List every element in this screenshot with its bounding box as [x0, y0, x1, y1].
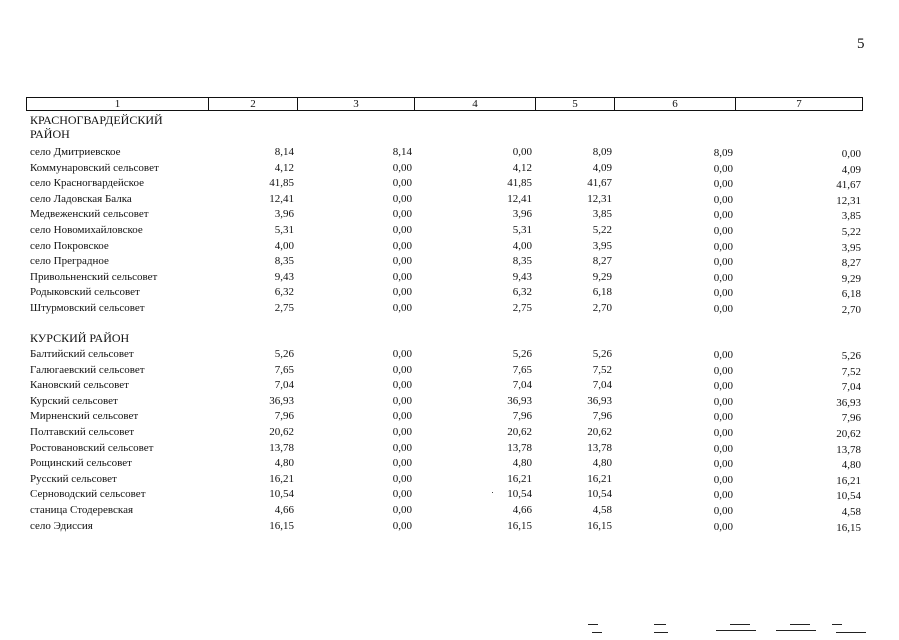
table-row [0, 456, 899, 471]
cell-col-7: 5,26 [841, 350, 861, 362]
table-row [0, 239, 899, 254]
scan-mark [730, 624, 750, 625]
cell-col-6: 0,00 [713, 193, 733, 206]
cell-col-4: 10,54 [507, 488, 532, 501]
cell-col-7: 7,52 [841, 365, 861, 378]
cell-col-6: 0,00 [713, 473, 733, 486]
header-col-1: 1 [27, 98, 209, 110]
cell-col-7: 36,93 [836, 396, 861, 409]
cell-col-7: 20,62 [836, 428, 861, 440]
row-name: Курский сельсовет [30, 394, 118, 407]
cell-col-5: 9,29 [592, 270, 612, 283]
cell-col-6: 0,00 [713, 442, 733, 455]
cell-col-4: 8,35 [512, 255, 532, 268]
table-row [0, 285, 899, 300]
cell-col-7: 5,22 [841, 226, 861, 238]
cell-col-2: 36,93 [269, 394, 294, 407]
row-name: село Покровское [30, 239, 109, 252]
cell-col-6: 0,00 [713, 162, 733, 175]
cell-col-5: 7,04 [592, 379, 612, 392]
cell-col-3: 0,00 [392, 426, 412, 438]
table-row [0, 347, 899, 362]
row-name: Кановский сельсовет [30, 379, 129, 392]
cell-col-4: 6,32 [512, 286, 532, 299]
row-name: станица Стодеревская [30, 504, 134, 516]
scan-mark [588, 624, 598, 625]
cell-col-5: 6,18 [592, 286, 612, 299]
cell-col-2: 16,21 [269, 472, 294, 485]
cell-col-6: 0,00 [713, 178, 733, 191]
cell-col-7: 16,15 [836, 521, 861, 534]
table-row [0, 425, 899, 440]
page-number: 5 [857, 36, 865, 52]
cell-col-4: 2,75 [512, 302, 532, 314]
cell-col-6: 0,00 [713, 505, 733, 517]
scan-dot [492, 492, 493, 493]
row-name: село Красногвардейское [30, 177, 144, 190]
cell-col-6: 0,00 [713, 287, 733, 300]
cell-col-4: 5,31 [512, 224, 532, 236]
cell-col-3: 0,00 [392, 441, 412, 454]
cell-col-6: 0,00 [713, 349, 733, 361]
cell-col-7: 3,85 [841, 210, 861, 223]
cell-col-4: 20,62 [507, 426, 532, 438]
cell-col-6: 0,00 [713, 256, 733, 269]
header-col-2: 2 [209, 98, 298, 110]
cell-col-2: 5,26 [274, 348, 294, 360]
cell-col-2: 8,35 [274, 255, 294, 268]
cell-col-5: 5,22 [592, 224, 612, 236]
cell-col-6: 0,00 [713, 395, 733, 408]
row-name: Коммунаровский сельсовет [30, 161, 159, 174]
cell-col-2: 4,80 [274, 457, 294, 470]
cell-col-7: 4,58 [841, 506, 861, 518]
table-row [0, 441, 899, 456]
cell-col-2: 6,32 [274, 286, 294, 299]
table-row [0, 519, 899, 534]
cell-col-5: 4,09 [592, 161, 612, 174]
table-row [0, 207, 899, 222]
cell-col-5: 36,93 [587, 394, 612, 407]
row-name: Русский сельсовет [30, 472, 117, 485]
cell-col-5: 8,09 [592, 146, 612, 158]
scan-mark [776, 630, 816, 631]
cell-col-3: 0,00 [392, 457, 412, 470]
cell-col-4: 5,26 [512, 348, 532, 360]
cell-col-2: 8,14 [274, 146, 294, 158]
row-name: Рощинский сельсовет [30, 457, 132, 470]
header-col-7: 7 [796, 98, 802, 110]
cell-col-2: 10,54 [269, 488, 294, 501]
cell-col-5: 3,95 [592, 239, 612, 252]
cell-col-5: 13,78 [587, 441, 612, 454]
cell-col-7: 7,96 [841, 412, 861, 425]
cell-col-3: 0,00 [392, 208, 412, 221]
table-row [0, 363, 899, 378]
cell-col-7: 4,80 [841, 459, 861, 472]
cell-col-2: 7,65 [274, 363, 294, 376]
table-row [0, 270, 899, 285]
cell-col-3: 0,00 [392, 192, 412, 205]
scan-mark [654, 624, 666, 625]
cell-col-6: 0,00 [713, 380, 733, 393]
cell-col-2: 7,04 [274, 379, 294, 392]
cell-col-6: 0,00 [713, 240, 733, 253]
row-name: Галюгаевский сельсовет [30, 363, 145, 376]
row-name: Полтавский сельсовет [30, 426, 135, 438]
cell-col-2: 41,85 [269, 177, 294, 190]
cell-col-3: 0,00 [392, 519, 412, 532]
cell-col-4: 7,04 [512, 379, 532, 392]
cell-col-2: 4,66 [274, 504, 294, 516]
cell-col-6: 0,00 [713, 427, 733, 439]
cell-col-4: 4,66 [512, 504, 532, 516]
cell-col-4: 3,96 [512, 208, 532, 221]
table-row [0, 378, 899, 393]
cell-col-2: 12,41 [269, 192, 294, 205]
cell-col-7: 13,78 [836, 443, 861, 456]
table-row [0, 145, 899, 160]
cell-col-5: 7,96 [592, 410, 612, 423]
cell-col-7: 16,21 [836, 474, 861, 487]
cell-col-6: 8,09 [713, 147, 733, 159]
cell-col-2: 4,12 [274, 161, 294, 174]
cell-col-3: 0,00 [392, 410, 412, 423]
row-name: село Новомихайловское [30, 224, 143, 236]
row-name: Балтийский сельсовет [30, 348, 134, 360]
cell-col-2: 4,00 [274, 239, 294, 252]
row-name: село Ладовская Балка [30, 192, 132, 205]
scan-mark [592, 632, 602, 633]
scan-mark [654, 632, 668, 633]
cell-col-3: 0,00 [392, 379, 412, 392]
cell-col-7: 12,31 [836, 194, 861, 207]
table-header [26, 97, 863, 111]
cell-col-3: 0,00 [392, 239, 412, 252]
cell-col-4: 13,78 [507, 441, 532, 454]
table-row [0, 301, 899, 316]
row-name: Штурмовский сельсовет [30, 302, 145, 314]
cell-col-5: 12,31 [587, 192, 612, 205]
cell-col-5: 4,80 [592, 457, 612, 470]
cell-col-3: 0,00 [392, 348, 412, 360]
cell-col-5: 16,15 [587, 519, 612, 532]
cell-col-5: 7,52 [592, 363, 612, 376]
cell-col-3: 0,00 [392, 472, 412, 485]
row-name: Мирненский сельсовет [30, 410, 139, 423]
cell-col-6: 0,00 [713, 225, 733, 237]
cell-col-2: 3,96 [274, 208, 294, 221]
cell-col-4: 4,12 [512, 161, 532, 174]
table-row [0, 409, 899, 424]
table-row [0, 472, 899, 487]
cell-col-3: 0,00 [392, 504, 412, 516]
cell-col-2: 13,78 [269, 441, 294, 454]
cell-col-7: 41,67 [836, 179, 861, 192]
cell-col-3: 0,00 [392, 177, 412, 190]
cell-col-3: 0,00 [392, 255, 412, 268]
cell-col-6: 0,00 [713, 209, 733, 222]
cell-col-5: 10,54 [587, 488, 612, 501]
cell-col-7: 6,18 [841, 288, 861, 301]
row-name: Ростовановский сельсовет [30, 441, 154, 454]
table-row [0, 487, 899, 502]
cell-col-4: 7,65 [512, 363, 532, 376]
cell-col-2: 16,15 [269, 519, 294, 532]
row-name: Серноводский сельсовет [30, 488, 146, 501]
cell-col-6: 0,00 [713, 520, 733, 533]
cell-col-7: 9,29 [841, 272, 861, 285]
cell-col-4: 12,41 [507, 192, 532, 205]
table-row [0, 394, 899, 409]
table-row [0, 192, 899, 207]
table-row [0, 223, 899, 238]
cell-col-3: 0,00 [392, 394, 412, 407]
row-name: Медвеженский сельсовет [30, 208, 149, 221]
section-title: КУРСКИЙ РАЙОН [30, 331, 130, 345]
cell-col-4: 41,85 [507, 177, 532, 190]
cell-col-7: 0,00 [841, 148, 861, 160]
cell-col-5: 3,85 [592, 208, 612, 221]
cell-col-3: 0,00 [392, 363, 412, 376]
row-name: село Преградное [30, 255, 109, 268]
cell-col-4: 36,93 [507, 394, 532, 407]
row-name: Привольненский сельсовет [30, 270, 158, 283]
cell-col-5: 5,26 [592, 348, 612, 360]
cell-col-6: 0,00 [713, 411, 733, 424]
cell-col-3: 0,00 [392, 224, 412, 236]
table-row [0, 503, 899, 518]
cell-col-5: 8,27 [592, 255, 612, 268]
cell-col-7: 2,70 [841, 304, 861, 316]
cell-col-3: 0,00 [392, 286, 412, 299]
scan-mark [716, 630, 756, 631]
cell-col-5: 2,70 [592, 302, 612, 314]
cell-col-6: 0,00 [713, 271, 733, 284]
cell-col-3: 0,00 [392, 302, 412, 314]
cell-col-6: 0,00 [713, 364, 733, 377]
cell-col-4: 4,00 [512, 239, 532, 252]
section-title: КРАСНОГВАРДЕЙСКИЙ РАЙОН [30, 113, 163, 141]
cell-col-6: 0,00 [713, 303, 733, 315]
cell-col-3: 8,14 [392, 146, 412, 158]
header-col-5: 5 [536, 98, 615, 110]
table-row [0, 161, 899, 176]
scan-mark [790, 624, 810, 625]
cell-col-5: 16,21 [587, 472, 612, 485]
cell-col-2: 5,31 [274, 224, 294, 236]
table-row [0, 254, 899, 269]
cell-col-7: 3,95 [841, 241, 861, 254]
row-name: Родыковский сельсовет [30, 286, 140, 299]
cell-col-5: 41,67 [587, 177, 612, 190]
header-col-6: 6 [615, 98, 736, 110]
cell-col-3: 0,00 [392, 488, 412, 501]
cell-col-4: 0,00 [512, 146, 532, 158]
table-row [0, 176, 899, 191]
cell-col-6: 0,00 [713, 458, 733, 471]
cell-col-4: 16,21 [507, 472, 532, 485]
cell-col-3: 0,00 [392, 270, 412, 283]
row-name: село Дмитриевское [30, 146, 121, 158]
cell-col-5: 4,58 [592, 504, 612, 516]
cell-col-4: 4,80 [512, 457, 532, 470]
cell-col-2: 2,75 [274, 302, 294, 314]
row-name: село Эдиссия [30, 519, 93, 532]
cell-col-7: 10,54 [836, 490, 861, 503]
cell-col-6: 0,00 [713, 489, 733, 502]
cell-col-3: 0,00 [392, 161, 412, 174]
cell-col-7: 4,09 [841, 163, 861, 176]
cell-col-4: 7,96 [512, 410, 532, 423]
cell-col-4: 9,43 [512, 270, 532, 283]
cell-col-2: 9,43 [274, 270, 294, 283]
cell-col-4: 16,15 [507, 519, 532, 532]
cell-col-2: 7,96 [274, 410, 294, 423]
cell-col-7: 7,04 [841, 381, 861, 394]
scan-mark [836, 632, 866, 633]
header-col-3: 3 [298, 98, 415, 110]
cell-col-2: 20,62 [269, 426, 294, 438]
cell-col-5: 20,62 [587, 426, 612, 438]
cell-col-7: 8,27 [841, 257, 861, 270]
header-col-4: 4 [415, 98, 536, 110]
scan-mark [832, 624, 842, 625]
